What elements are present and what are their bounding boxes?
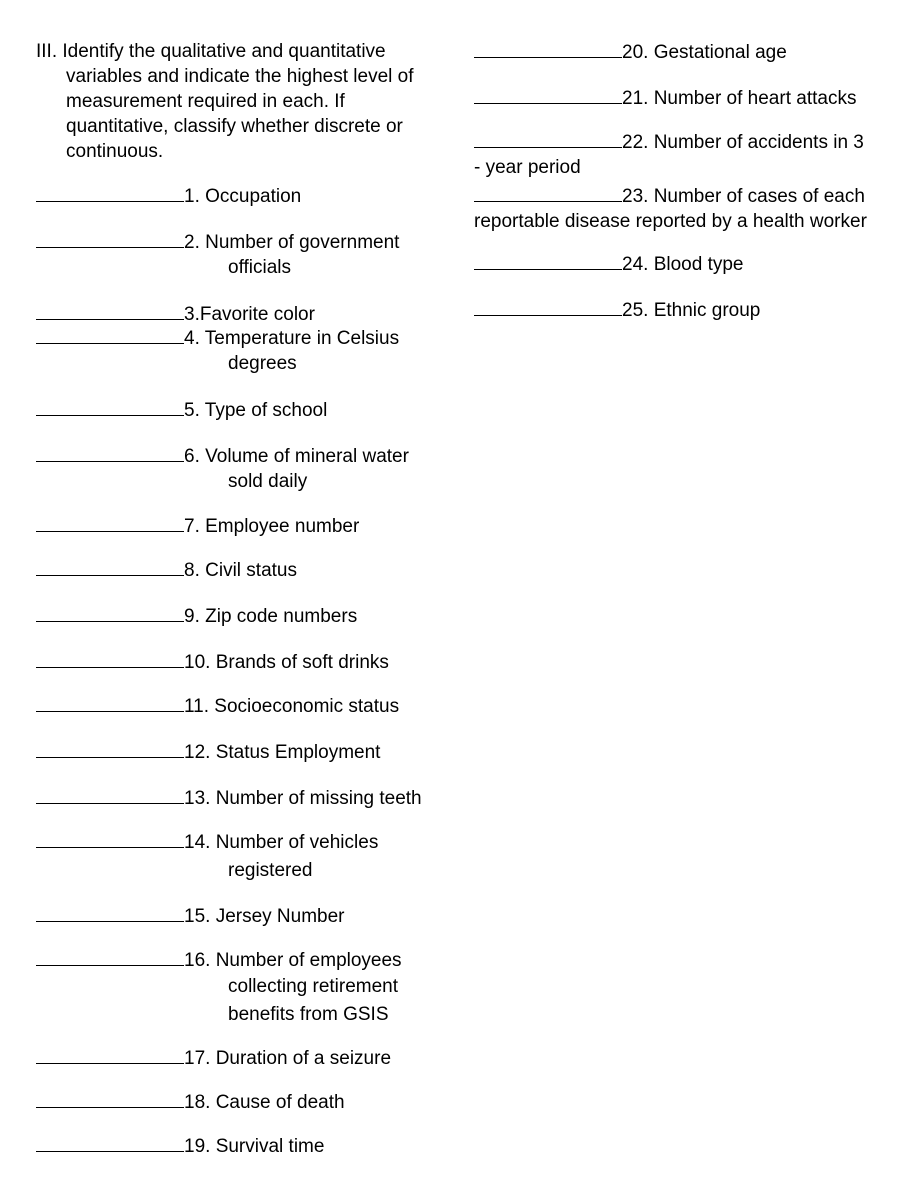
answer-blank-15[interactable] xyxy=(36,903,184,922)
question-7-text: 7. Employee number xyxy=(184,516,360,537)
question-24-text: 24. Blood type xyxy=(622,254,744,275)
instructions-text: III. Identify the qualitative and quantitative variables and indicate the highest level of measurement required in each. If quantitative, classify whether discrete or continuous. xyxy=(36,41,414,162)
answer-blank-16[interactable] xyxy=(36,947,184,966)
question-24 xyxy=(474,251,879,277)
answer-blank-1[interactable] xyxy=(36,183,184,202)
question-16-text: 16. Number of employees xyxy=(184,950,402,971)
question-18 xyxy=(36,1089,456,1115)
question-17 xyxy=(36,1045,456,1071)
question-21 xyxy=(474,85,879,111)
question-25 xyxy=(474,297,879,323)
question-15-text: 15. Jersey Number xyxy=(184,906,345,927)
question-4 xyxy=(36,325,456,376)
question-6-text: 6. Volume of mineral water xyxy=(184,446,409,467)
question-16-text-cont-2: benefits from GSIS xyxy=(228,1004,389,1025)
answer-blank-10[interactable] xyxy=(36,649,184,668)
question-4-text: 4. Temperature in Celsius xyxy=(184,328,400,349)
question-19 xyxy=(36,1133,456,1159)
question-20-text: 20. Gestational age xyxy=(622,42,787,63)
answer-blank-9[interactable] xyxy=(36,603,184,622)
question-12 xyxy=(36,739,456,765)
question-4-text-cont: degrees xyxy=(228,353,297,374)
question-8 xyxy=(36,557,456,583)
question-16-text-cont: collecting retirement xyxy=(228,976,399,997)
answer-blank-14[interactable] xyxy=(36,829,184,848)
question-22-text-cont: - year period xyxy=(474,157,581,178)
question-7 xyxy=(36,513,456,539)
question-22-text: 22. Number of accidents in 3 xyxy=(622,132,864,153)
question-16 xyxy=(36,947,456,1027)
question-14-text-cont: registered xyxy=(228,860,313,881)
question-1-text: 1. Occupation xyxy=(184,186,302,207)
question-5 xyxy=(36,397,456,423)
answer-blank-5[interactable] xyxy=(36,397,184,416)
answer-blank-22[interactable] xyxy=(474,129,622,148)
answer-blank-4[interactable] xyxy=(36,325,184,344)
question-9-text: 9. Zip code numbers xyxy=(184,606,358,627)
answer-blank-23[interactable] xyxy=(474,183,622,202)
question-19-text: 19. Survival time xyxy=(184,1136,325,1157)
question-6-text-cont: sold daily xyxy=(228,471,308,492)
question-23-text-cont: reportable disease reported by a health worker xyxy=(474,211,867,232)
answer-blank-7[interactable] xyxy=(36,513,184,532)
question-13 xyxy=(36,785,456,811)
question-25-text: 25. Ethnic group xyxy=(622,300,761,321)
question-8-text: 8. Civil status xyxy=(184,560,297,581)
question-14 xyxy=(36,829,456,883)
answer-blank-20[interactable] xyxy=(474,39,622,58)
question-23-text: 23. Number of cases of each xyxy=(622,186,865,207)
answer-blank-3[interactable] xyxy=(36,301,184,320)
answer-blank-25[interactable] xyxy=(474,297,622,316)
question-2-text-cont: officials xyxy=(228,257,292,278)
question-10 xyxy=(36,649,456,675)
question-6 xyxy=(36,443,456,494)
question-5-text: 5. Type of school xyxy=(184,400,328,421)
question-3-text: 3.Favorite color xyxy=(184,304,315,325)
answer-blank-18[interactable] xyxy=(36,1089,184,1108)
question-3 xyxy=(36,301,456,327)
question-14-text: 14. Number of vehicles xyxy=(184,832,379,853)
answer-blank-17[interactable] xyxy=(36,1045,184,1064)
question-1 xyxy=(36,183,456,209)
question-13-text: 13. Number of missing teeth xyxy=(184,788,422,809)
question-15 xyxy=(36,903,456,929)
question-21-text: 21. Number of heart attacks xyxy=(622,88,857,109)
question-17-text: 17. Duration of a seizure xyxy=(184,1048,392,1069)
question-10-text: 10. Brands of soft drinks xyxy=(184,652,389,673)
question-22 xyxy=(474,129,879,180)
answer-blank-13[interactable] xyxy=(36,785,184,804)
answer-blank-6[interactable] xyxy=(36,443,184,462)
question-18-text: 18. Cause of death xyxy=(184,1092,345,1113)
question-12-text: 12. Status Employment xyxy=(184,742,381,763)
question-2 xyxy=(36,229,456,280)
answer-blank-24[interactable] xyxy=(474,251,622,270)
answer-blank-11[interactable] xyxy=(36,693,184,712)
answer-blank-12[interactable] xyxy=(36,739,184,758)
answer-blank-8[interactable] xyxy=(36,557,184,576)
question-11-text: 11. Socioeconomic status xyxy=(184,696,400,717)
question-20 xyxy=(474,39,879,65)
question-2-text: 2. Number of government xyxy=(184,232,400,253)
question-9 xyxy=(36,603,456,629)
question-23 xyxy=(474,183,879,234)
answer-blank-2[interactable] xyxy=(36,229,184,248)
question-11 xyxy=(36,693,456,719)
answer-blank-21[interactable] xyxy=(474,85,622,104)
answer-blank-19[interactable] xyxy=(36,1133,184,1152)
